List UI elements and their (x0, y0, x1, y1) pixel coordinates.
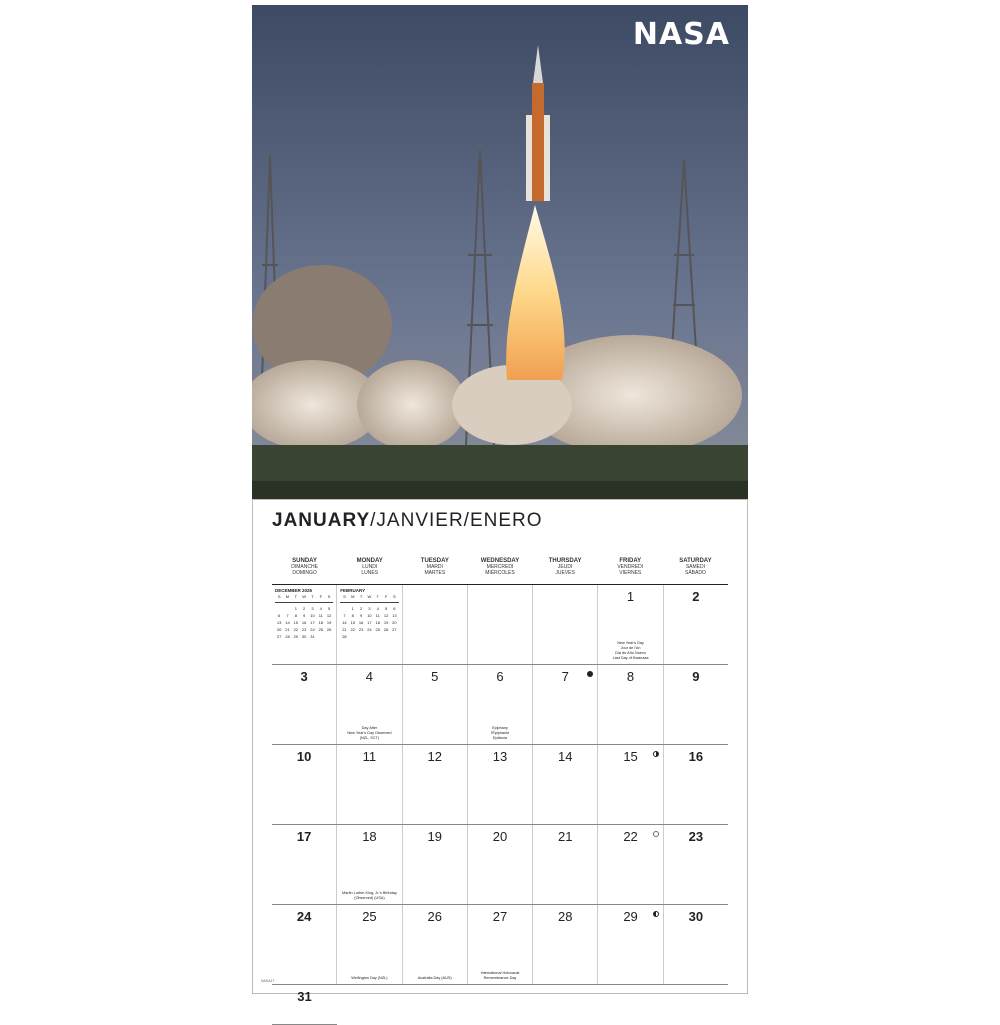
mini-day: 31 (310, 634, 315, 639)
day-cell-16 (663, 745, 728, 824)
mini-day: 4 (319, 606, 322, 611)
mini-day (340, 606, 348, 611)
day-number: 17 (296, 829, 312, 844)
mini-day: 1 (294, 606, 297, 611)
mini-day: 15 (293, 620, 299, 625)
mini-day: 17 (367, 620, 372, 625)
calendar-week-row (272, 825, 728, 905)
month-title-translations: /JANVIER/ENERO (370, 510, 543, 531)
calendar-week-row (272, 745, 728, 825)
day-cell-5 (402, 665, 467, 744)
day-cell-10 (272, 745, 336, 824)
weekday-tuesday (402, 556, 467, 584)
day-cell-17 (272, 825, 336, 904)
mini-day: 23 (358, 627, 364, 632)
holiday-label: New Year's Day Jour de l'An Día de Año Nuevo Last Day of Kwanzaa (612, 641, 649, 660)
weekday-saturday (663, 556, 728, 584)
day-number: 9 (692, 669, 700, 684)
mini-day: 8 (294, 613, 297, 618)
mini-day: 19 (383, 620, 389, 625)
weekday-sunday (272, 556, 337, 584)
mini-day: 29 (293, 634, 299, 639)
day-number: 10 (296, 749, 312, 764)
day-cell-4 (336, 665, 401, 744)
day-number: 8 (626, 669, 635, 684)
day-number: 13 (492, 749, 508, 764)
weekday-label-en: THURSDAY (548, 558, 582, 564)
mini-day: 8 (351, 613, 354, 618)
day-cell-20 (467, 825, 532, 904)
holiday-label: Day After New Year's Day Observed (NZL, SCT) (347, 726, 392, 740)
weekday-label-en: TUESDAY (420, 558, 449, 564)
calendar-week-row (272, 585, 728, 665)
mini-day: 14 (285, 620, 290, 625)
day-cell-6 (467, 665, 532, 744)
mini-day: 28 (285, 634, 290, 639)
day-number: 6 (496, 669, 504, 684)
day-number: 22 (623, 829, 638, 844)
holiday-label: Epiphany l'Épiphanie Epifanía (490, 726, 510, 740)
mini-day (283, 606, 291, 611)
mini-day (382, 634, 390, 639)
month-title-bold: JANUARY (272, 510, 371, 531)
mini-day: 3 (311, 606, 314, 611)
weekday-label-es: SÁBADO (684, 570, 706, 576)
holiday-label: Martin Luther King, Jr.'s Birthday (Observed) (USA) (342, 891, 397, 900)
day-number: 26 (427, 909, 442, 924)
mini-dow: S (393, 594, 396, 599)
day-cell-22 (597, 825, 662, 904)
day-cell-18 (336, 825, 401, 904)
day-number: 3 (300, 669, 308, 684)
day-cell-8 (597, 665, 662, 744)
weekday-label-fr: SAMEDI (685, 564, 705, 570)
day-cell-14 (532, 745, 597, 824)
mini-day: 25 (318, 627, 324, 632)
day-cell-30 (663, 905, 728, 984)
mini-day: 12 (383, 613, 389, 618)
mini-dow: M (285, 594, 290, 599)
mini-day: 25 (375, 627, 380, 632)
mini-day: 11 (318, 613, 323, 618)
day-cell-9 (663, 665, 728, 744)
mini-dow: T (294, 594, 298, 599)
day-cell-26 (402, 905, 467, 984)
weekday-label-es: MARTES (424, 570, 446, 576)
mini-day (325, 634, 333, 639)
mini-day (390, 634, 398, 639)
mini-dow: T (359, 594, 363, 599)
day-number: 1 (626, 589, 635, 604)
calendar-week-row (272, 665, 728, 745)
mini-day: 14 (342, 620, 347, 625)
day-number: 27 (492, 909, 508, 924)
calendar-page (252, 499, 748, 1004)
mini-day: 2 (359, 606, 363, 611)
mini-day: 5 (327, 606, 331, 611)
mini-day: 9 (303, 613, 306, 618)
nasa-logo: NASA (632, 17, 730, 52)
calendar-week-row (272, 905, 728, 985)
mini-day: 18 (375, 620, 380, 625)
mini-dow: T (376, 594, 379, 599)
calendar-row-extra (272, 985, 728, 1025)
day-number: 28 (558, 909, 573, 924)
mini-day: 16 (358, 620, 364, 625)
mini-day (374, 634, 382, 639)
day-number: 2 (692, 589, 700, 604)
mini-day: 6 (393, 606, 396, 611)
day-cell-24 (272, 905, 336, 984)
mini-day: 10 (367, 613, 372, 618)
mini-dow: M (351, 594, 355, 599)
weekday-label-fr: MERCREDI (486, 564, 514, 570)
weekday-label-en: MONDAY (356, 558, 383, 564)
day-number: 31 (297, 989, 312, 1004)
day-number: 21 (558, 829, 573, 844)
mini-calendar-grid (275, 594, 333, 639)
day-cell-21 (532, 825, 597, 904)
mini-day: 22 (293, 627, 299, 632)
holiday-label: Australia Day (AUS) (417, 976, 452, 980)
weekday-label-fr: LUNDI (362, 564, 378, 570)
day-number: 25 (362, 909, 377, 924)
weekday-label-es: MIÉRCOLES (485, 570, 515, 576)
mini-day: 27 (392, 627, 397, 632)
day-number: 20 (492, 829, 508, 844)
moon-phase-icon (653, 911, 659, 917)
mini-day: 28 (342, 634, 347, 639)
mini-calendar-grid (340, 594, 398, 639)
mini-day: 22 (350, 627, 355, 632)
weekday-label-es: JUEVES (555, 570, 575, 576)
mini-day (357, 634, 365, 639)
mini-day: 20 (276, 627, 282, 632)
mini-dow: S (343, 594, 346, 599)
mini-day: 19 (326, 620, 332, 625)
mini-day (275, 606, 283, 611)
weekday-label-en: SUNDAY (292, 558, 317, 564)
rocket-launch-image (252, 5, 748, 499)
holiday-label: Wellington Day (NZL) (351, 976, 388, 980)
weekday-label-es: DOMINGO (292, 570, 317, 576)
weekday-label-en: WEDNESDAY (480, 558, 520, 564)
weekday-thursday (533, 556, 598, 584)
day-number: 23 (688, 829, 704, 844)
mini-day: 9 (359, 613, 363, 618)
day-cell-27 (467, 905, 532, 984)
day-cell-12 (402, 745, 467, 824)
day-number: 30 (688, 909, 704, 924)
mini-day: 15 (350, 620, 355, 625)
weekday-label-es: LUNES (361, 570, 379, 576)
weekday-label-fr: MARDI (426, 564, 443, 570)
day-cell-empty (336, 585, 401, 664)
mini-dow: F (319, 594, 323, 599)
mini-day (365, 634, 373, 639)
day-cell-25 (336, 905, 401, 984)
launch-photo (252, 5, 748, 499)
day-number: 16 (688, 749, 704, 764)
mini-calendar-feb (340, 588, 398, 639)
day-number: 18 (362, 829, 377, 844)
mini-day: 26 (326, 627, 332, 632)
day-number: 29 (623, 909, 638, 924)
mini-calendar-dec (275, 588, 333, 639)
day-number: 15 (623, 749, 638, 764)
calendar-footer: NASA17 (261, 979, 275, 983)
mini-dow: F (384, 594, 388, 599)
day-cell-28 (532, 905, 597, 984)
weekday-friday (598, 556, 663, 584)
mini-day: 5 (384, 606, 388, 611)
day-number: 7 (561, 669, 569, 684)
mini-day: 20 (392, 620, 397, 625)
day-cell-empty (402, 585, 467, 664)
weekday-monday (337, 556, 402, 584)
mini-day: 24 (367, 627, 372, 632)
weekday-header (272, 556, 728, 585)
mini-day: 2 (303, 606, 306, 611)
weekday-wednesday (467, 556, 532, 584)
mini-day: 7 (343, 613, 346, 618)
mini-day: 30 (301, 634, 307, 639)
day-cell-2 (663, 585, 728, 664)
mini-day: 13 (276, 620, 282, 625)
day-cell-13 (467, 745, 532, 824)
mini-day: 4 (376, 606, 379, 611)
mini-day (349, 634, 357, 639)
mini-dow: W (367, 594, 372, 599)
mini-day: 13 (392, 613, 397, 618)
day-cell-empty (532, 585, 597, 664)
mini-day: 12 (326, 613, 332, 618)
day-cell-23 (663, 825, 728, 904)
weekday-label-en: FRIDAY (619, 558, 642, 564)
day-number: 24 (296, 909, 312, 924)
mini-day: 24 (310, 627, 315, 632)
mini-day: 6 (278, 613, 281, 618)
weekday-label-fr: JEUDI (557, 564, 573, 570)
day-cell-31 (272, 985, 337, 1025)
mini-day: 17 (310, 620, 315, 625)
day-number: 5 (431, 669, 439, 684)
moon-phase-icon (653, 751, 659, 757)
mini-day: 16 (301, 620, 307, 625)
mini-calendar-title: DECEMBER 2026 (275, 588, 313, 593)
mini-dow: S (327, 594, 331, 599)
mini-day (317, 634, 325, 639)
holiday-label: International Holocaust Remembrance Day (480, 971, 520, 980)
day-cell-empty (272, 585, 336, 664)
day-cell-15 (597, 745, 662, 824)
day-number: 4 (365, 669, 374, 684)
weekday-label-fr: VENDREDI (617, 564, 644, 570)
day-cell-19 (402, 825, 467, 904)
day-cell-7 (532, 665, 597, 744)
mini-day: 27 (276, 634, 282, 639)
mini-day: 7 (286, 613, 289, 618)
moon-phase-icon (653, 831, 659, 837)
mini-day: 18 (318, 620, 324, 625)
day-cell-1 (597, 585, 662, 664)
day-cell-29 (597, 905, 662, 984)
mini-day: 23 (301, 627, 307, 632)
mini-dow: W (302, 594, 307, 599)
day-number: 11 (362, 749, 377, 764)
mini-day: 11 (375, 613, 380, 618)
weekday-label-fr: DIMANCHE (291, 564, 318, 570)
day-cell-empty (467, 585, 532, 664)
month-title (272, 510, 543, 532)
mini-day: 3 (368, 606, 371, 611)
mini-day: 21 (285, 627, 290, 632)
mini-dow: S (277, 594, 281, 599)
day-number: 19 (427, 829, 442, 844)
day-cell-11 (336, 745, 401, 824)
mini-calendar-title: FEBRUARY (340, 588, 366, 593)
mini-day: 26 (383, 627, 389, 632)
mini-day: 21 (342, 627, 347, 632)
mini-day: 1 (351, 606, 354, 611)
weekday-label-es: VIERNES (619, 570, 642, 576)
weekday-label-en: SATURDAY (679, 558, 712, 564)
day-number: 14 (558, 749, 573, 764)
day-number: 12 (427, 749, 442, 764)
calendar-grid (272, 556, 728, 1025)
mini-day: 10 (310, 613, 315, 618)
day-cell-3 (272, 665, 336, 744)
mini-dow: T (311, 594, 314, 599)
